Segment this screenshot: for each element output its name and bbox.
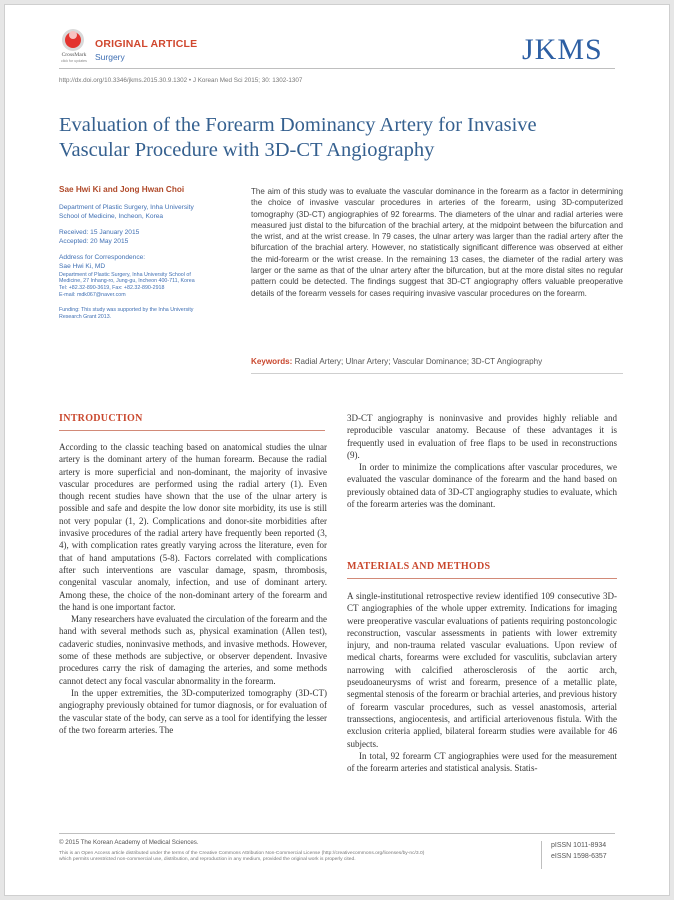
introduction-heading: INTRODUCTION	[59, 413, 143, 424]
paragraph: In order to minimize the complications after vascular procedures, we evaluated the vascular dominance of the forearm and the hand based on previously obtained data of 3D-CT angiography studies to evaluate, which of the forearm arteries was the dominant.	[347, 462, 617, 510]
citation-doi[interactable]: http://dx.doi.org/10.3346/jkms.2015.30.9.1302 • J Korean Med Sci 2015; 30: 1302-1307	[59, 77, 303, 84]
accepted-date: Accepted: 20 May 2015	[59, 237, 129, 245]
issn-block	[551, 841, 607, 862]
correspondence-line: Medicine, 27 Inhang-ro, Jung-gu, Incheon 400-711, Korea	[59, 278, 195, 285]
funding	[59, 307, 221, 321]
crossmark-logo[interactable]	[59, 29, 89, 67]
crossmark-highlight-icon	[69, 31, 77, 39]
correspondence-line: Tel: +82.32-890-3619, Fax: +82.32-890-2918	[59, 285, 165, 292]
license-line: which permits unrestricted non-commercial use, distribution, and reproduction in any medium, provided the original work is properly cited.	[59, 857, 356, 863]
keywords-divider	[251, 373, 623, 374]
article-meta	[59, 185, 221, 320]
affiliation-line: School of Medicine, Incheon, Korea	[59, 212, 164, 220]
affiliation	[59, 204, 221, 221]
paragraph: A single-institutional retrospective review identified 109 consecutive 3D-CT angiographies of the whole upper extremity. Indications for imaging were preoperative vascular evaluations of patients requiring postoncologic reconstruction, vascular assessments in patients with lower extremity injury, and non-trauma related vascular evaluations. Upon review of medical charts, forearms were excluded for vasculitis, subclavian artery narrowing with calcified atherosclerosis of the aortic arch, pseudoaneurysms of wrist and forearm, presence of a metallic plate, segmental stenosis of the forearm or brachial arteries, and previous history of forearm vascular procedures, such as vessel anastomosis, arterial transsections, angiocentesis, and artificial arteriovenous fistula. With the exclusion criteria applied, bilateral forearm studies were available for 46 subjects.	[347, 591, 617, 749]
keywords-label: Keywords:	[251, 357, 293, 366]
introduction-body	[59, 441, 327, 736]
correspondence	[59, 254, 221, 298]
correspondence-heading: Address for Correspondence:	[59, 254, 146, 262]
paragraph: According to the classic teaching based on anatomical studies the ulnar artery is the dominant artery of the human forearm. Because the radial artery is more superficial and non-dominant, the majority of invasive vascular procedures are performed using the radial artery (1). Even though recent studies have shown that the use of the ulnar artery is possible and safe and despite the low donor site morbidity, its use is still not very popular (1, 2). Complications and donor-site morbidities after invasive procedures of the radial artery have frequently been reported (3, 4), with complication rates greatly varying across the literature, even for that of hand amputations (5-8). Factors correlated with complications after such interventions are vascular damage, spasm, thrombosis, congenital vascular anomaly, infection, and use of dominant artery. Among these, the choice of the non-dominant artery of the forearm and the hand is one important factor.	[59, 442, 327, 612]
correspondence-line: Department of Plastic Surgery, Inha University School of	[59, 271, 191, 278]
abstract: The aim of this study was to evaluate the vascular dominance in the forearm as a factor in determining the choice of invasive vascular procedures in arteries of the forearm, using 3D-computerized tomography (3D-CT) angiographies of 92 forearms. The diameters of the ulnar and radial arteries were measured just distal to the bifurcation of the brachial artery, at the midpoint between the bifurcation and the wrist, and at the wrist crease. In 79 cases, the ulnar artery was larger than the radial artery after the bifurcation of the brachial artery. However, no statistically significant difference was observed at either the mid-forearm or the wrist crease. In the remaining 13 cases, the diameter of the radial artery was larger or the same as that of the ulnar artery after the bifurcation, but at the more distal sites no regular pattern could be detected. The findings suggest that 3D-CT angiography offers valuable preoperative details of the forearm vessels for cases requiring invasive vascular procedures on the forearm.	[251, 187, 623, 298]
paragraph: Many researchers have evaluated the circulation of the forearm and the hand with several methods such as, physical examination (Allen test), cadaveric studies, noninvasive methods, and invasive methods. However, some of these methods are subjective, or observer dependent. Invasive procedures carry the risk of damaging the arteries, and some methods cannot detect any focal vascular abnormality in the forearm.	[59, 614, 327, 686]
correspondence-name: Sae Hwi Ki, MD	[59, 262, 106, 270]
paragraph: In total, 92 forearm CT angiographies were used for the measurement of the forearm arteries and statistical analysis. Statis-	[347, 750, 617, 774]
title-line: Vascular Procedure with 3D-CT Angiography	[59, 139, 435, 161]
keywords-text: Radial Artery; Ulnar Artery; Vascular Dominance; 3D-CT Angiography	[294, 357, 543, 366]
paragraph: 3D-CT angiography is noninvasive and provides highly reliable and reproducible vascular anatomy. Because of these advantages it is frequently used in evaluation of free flaps to be used in reconstructions (9).	[347, 413, 617, 460]
article-section: Surgery	[95, 52, 125, 62]
methods-rule	[347, 578, 617, 579]
introduction-rule	[59, 430, 325, 431]
title-line: Evaluation of the Forearm Dominancy Artery for Invasive	[59, 114, 537, 136]
header-divider	[59, 68, 615, 69]
license-text	[59, 851, 529, 863]
paragraph: In the upper extremities, the 3D-computerized tomography (3D-CT) angiography previously obtained for tumor diagnosis, or for evaluation of the vascular state of the body, can serve as a tool for identifying the lesser of the two forearm arteries. The	[59, 687, 327, 735]
introduction-continued	[347, 412, 617, 510]
eissn: eISSN 1598-6357	[551, 852, 607, 860]
crossmark-sub-label: click for updates	[61, 59, 87, 63]
article-page	[4, 4, 670, 896]
journal-logo: JKMS	[522, 33, 603, 66]
copyright: © 2015 The Korean Academy of Medical Sciences.	[59, 839, 199, 846]
pissn: pISSN 1011-8934	[551, 842, 607, 849]
correspondence-email[interactable]: E-mail: mdk067@naver.com	[59, 291, 126, 298]
crossmark-label: CrossMark	[61, 52, 87, 58]
methods-heading: MATERIALS AND METHODS	[347, 561, 491, 572]
funding-line: Research Grant 2013.	[59, 313, 112, 320]
issn-divider	[541, 841, 542, 869]
keywords	[251, 357, 623, 366]
received-date: Received: 15 January 2015	[59, 229, 140, 237]
affiliation-line: Department of Plastic Surgery, Inha University	[59, 204, 194, 211]
license-line: This is an Open Access article distributed under the terms of the Creative Commons Attribution Non-Commercial License (http://creativecommons.org/licenses/by-nc/3.0)	[59, 851, 425, 856]
authors: Sae Hwi Ki and Jong Hwan Choi	[59, 185, 185, 194]
article-type: ORIGINAL ARTICLE	[95, 38, 198, 50]
article-title	[59, 113, 619, 163]
methods-body	[347, 590, 617, 774]
footer-divider	[59, 833, 615, 834]
dates	[59, 229, 221, 246]
funding-line: Funding: This study was supported by the Inha University	[59, 306, 194, 313]
